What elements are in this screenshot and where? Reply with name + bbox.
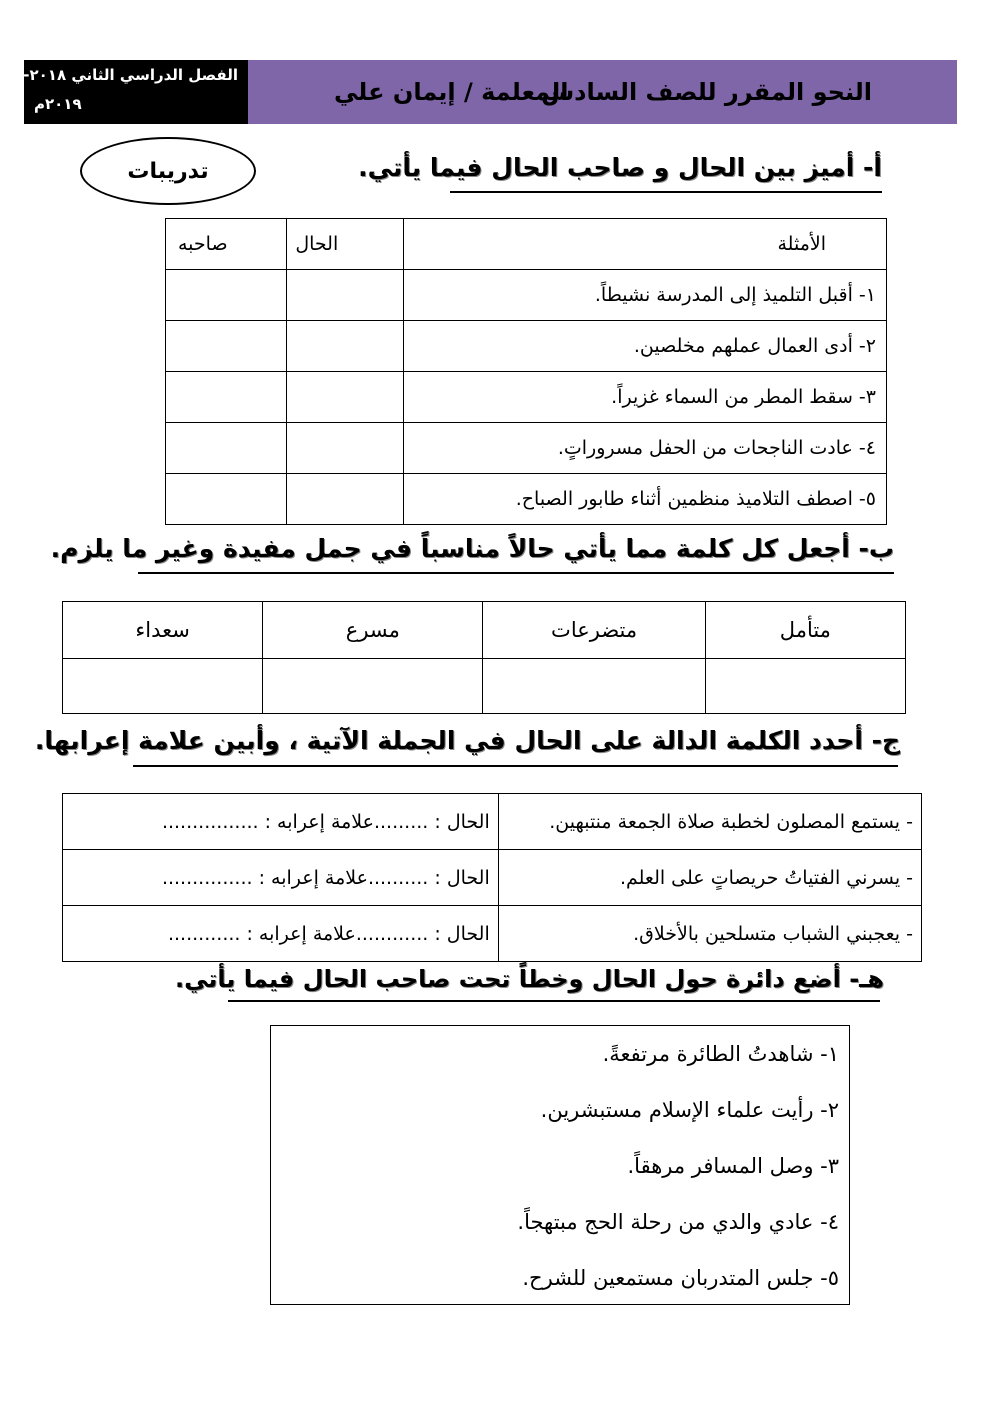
sentence-text: - يستمع المصلون لخطبة صلاة الجمعة منتبهين. — [498, 794, 921, 850]
section-a-table — [165, 218, 887, 525]
section-c-title: ج- أحدد الكلمة الدالة على الحال في الجملة الآتية ، وأبين علامة إعرابها. — [34, 726, 900, 755]
sentence-answer-cell[interactable] — [63, 659, 263, 714]
table-row — [166, 321, 887, 372]
section-b-table — [62, 601, 906, 714]
section-c-underline — [133, 765, 898, 767]
term-line-1: الفصل الدراسي الثاني ٢٠١٨- — [23, 66, 238, 84]
table-row — [63, 794, 922, 850]
owner-answer-cell[interactable] — [166, 372, 287, 423]
hal-answer-cell[interactable] — [287, 321, 403, 372]
section-d-box — [270, 1025, 850, 1305]
sentence-text: - يعجبني الشباب متسلحين بالأخلاق. — [498, 906, 921, 962]
hal-answer-cell[interactable] — [287, 474, 403, 525]
owner-answer-cell[interactable] — [166, 321, 287, 372]
list-item[interactable]: ٤- عادي والدي من رحلة الحج مبتهجاً. — [517, 1210, 839, 1234]
owner-answer-cell[interactable] — [166, 423, 287, 474]
header-hal: الحال — [287, 219, 403, 270]
example-text: ٣- سقط المطر من السماء غزيراً. — [403, 372, 886, 423]
answers-row — [63, 659, 906, 714]
section-d-underline — [228, 1000, 880, 1002]
hal-answer-cell[interactable] — [287, 423, 403, 474]
words-row — [63, 602, 906, 659]
word-cell: سعداء — [63, 602, 263, 659]
list-item[interactable]: ١- شاهدتُ الطائرة مرتفعةً. — [602, 1042, 839, 1066]
section-a-title: أ- أميز بين الحال و صاحب الحال فيما يأتي. — [358, 153, 882, 182]
word-cell: مسرع — [263, 602, 483, 659]
sentence-answer-cell[interactable] — [263, 659, 483, 714]
table-row — [166, 372, 887, 423]
list-item[interactable]: ٣- وصل المسافر مرهقاً. — [627, 1154, 839, 1178]
section-c-table — [62, 793, 922, 962]
answer-prompt[interactable]: الحال : ............علامة إعرابه : ............ — [63, 906, 499, 962]
section-b-underline — [138, 572, 894, 574]
sentence-text: - يسرني الفتياتُ حريصاتٍ على العلم. — [498, 850, 921, 906]
section-d-title: هـ- أضع دائرة حول الحال وخطاً تحت صاحب الحال فيما يأتي. — [174, 965, 884, 993]
subject-title: النحو المقرر للصف السادس — [541, 78, 872, 106]
owner-answer-cell[interactable] — [166, 474, 287, 525]
list-item[interactable]: ٢- رأيت علماء الإسلام مستبشرين. — [540, 1098, 839, 1122]
section-b-title: ب- أجعل كل كلمة مما يأتي حالاً مناسباً في جمل مفيدة وغير ما يلزم. — [50, 534, 894, 563]
word-cell: متأمل — [705, 602, 905, 659]
training-badge: تدريبات — [80, 137, 256, 205]
term-line-2: ٢٠١٩م — [34, 95, 82, 113]
list-item[interactable]: ٥- جلس المتدربان مستمعين للشرح. — [522, 1266, 839, 1290]
table-row — [166, 474, 887, 525]
teacher-name: المعلمة / إيمان علي — [334, 78, 569, 106]
table-row — [63, 850, 922, 906]
sentence-answer-cell[interactable] — [483, 659, 705, 714]
owner-answer-cell[interactable] — [166, 270, 287, 321]
section-a-underline — [450, 191, 882, 193]
header-owner: صاحبه — [166, 219, 287, 270]
header-examples: الأمثلة — [403, 219, 886, 270]
example-text: ٥- اصطف التلاميذ منظمين أثناء طابور الصباح. — [403, 474, 886, 525]
sentence-answer-cell[interactable] — [705, 659, 905, 714]
table-header-row — [166, 219, 887, 270]
table-row — [166, 423, 887, 474]
hal-answer-cell[interactable] — [287, 270, 403, 321]
hal-answer-cell[interactable] — [287, 372, 403, 423]
example-text: ٢- أدى العمال عملهم مخلصين. — [403, 321, 886, 372]
word-cell: متضرعات — [483, 602, 705, 659]
example-text: ٤- عادت الناجحات من الحفل مسروراتٍ. — [403, 423, 886, 474]
example-text: ١- أقبل التلميذ إلى المدرسة نشيطاً. — [403, 270, 886, 321]
answer-prompt[interactable]: الحال : ..........علامة إعرابه : ............... — [63, 850, 499, 906]
answer-prompt[interactable]: الحال : .........علامة إعرابه : ................ — [63, 794, 499, 850]
table-row — [166, 270, 887, 321]
table-row — [63, 906, 922, 962]
